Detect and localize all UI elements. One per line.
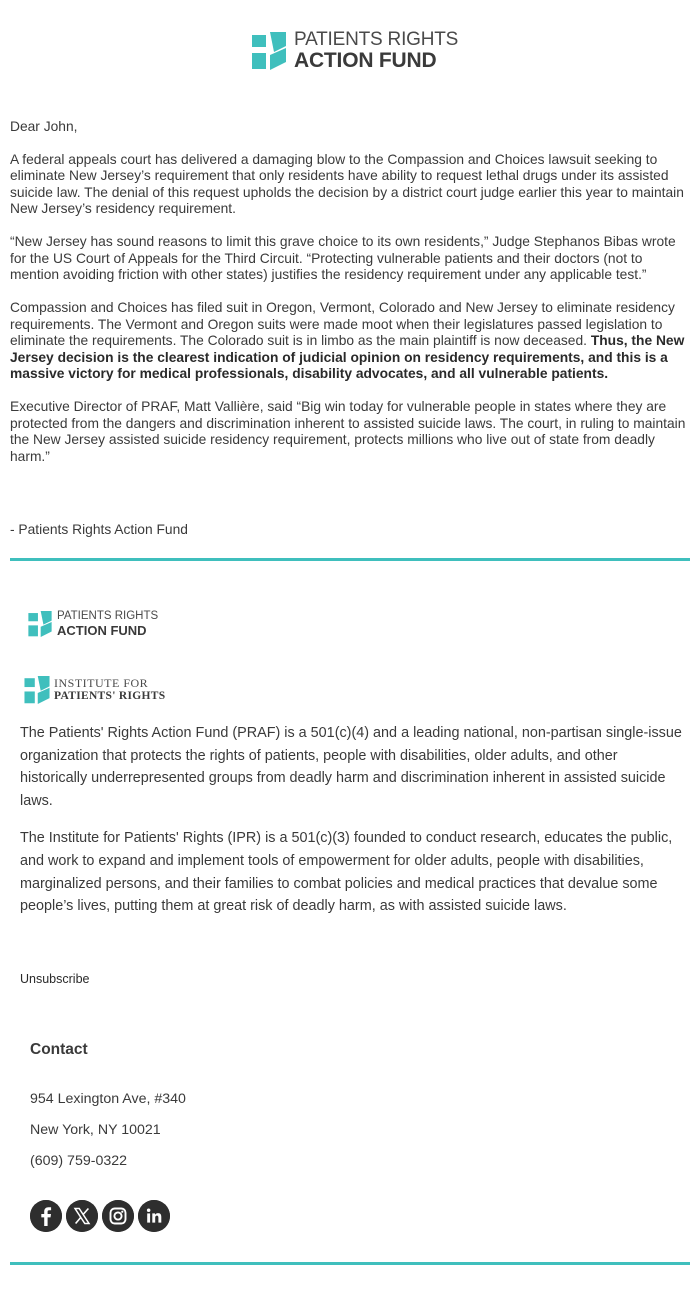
logo-mark-icon: [252, 32, 286, 70]
about-section: [20, 722, 688, 933]
paragraph-3-bold: Thus, the New Jersey decision is the clearest indication of judicial opinion on residency requirements, and this is a massive victory for medical professionals, disability advocates, and all vulnerable patients.: [10, 333, 685, 381]
praf-logo-line2: ACTION FUND: [57, 622, 147, 638]
logo-line1: PATIENTS RIGHTS: [294, 29, 459, 50]
signoff: - Patients Rights Action Fund: [10, 522, 188, 537]
contact-title: Contact: [30, 1041, 88, 1058]
ipr-footer-logo[interactable]: [24, 676, 165, 704]
ipr-logo-mark-icon: [24, 676, 50, 704]
header-logo[interactable]: [252, 30, 458, 71]
x-twitter-icon[interactable]: [66, 1200, 98, 1232]
praf-logo-line1: PATIENTS RIGHTS: [57, 610, 159, 623]
paragraph-2: “New Jersey has sound reasons to limit this grave choice to its own residents,” Judge Stephanos Bibas wrote for the US Court of Appeals for the Third Circuit. “Protecting vulnerable patients and their doctors (not to mention avoiding friction with other states) justifies the residency requirement under any applicable test.”: [10, 234, 676, 282]
address-line1: 954 Lexington Ave, #340: [30, 1091, 186, 1107]
social-links: [30, 1200, 174, 1232]
logo-line2: ACTION FUND: [294, 49, 437, 72]
paragraph-3: [10, 300, 690, 383]
instagram-icon[interactable]: [102, 1200, 134, 1232]
paragraph-3-text: Compassion and Choices has filed suit in Oregon, Vermont, Colorado and New Jersey to eliminate residency requirements. The Vermont and Oregon suits were made moot when their legislatures passed legislation to eliminate the requirements. The Colorado suit is in limbo as the main plaintiff is now deceased.: [10, 300, 675, 348]
praf-footer-logo[interactable]: [28, 611, 158, 637]
praf-logo-mark-icon: [28, 611, 52, 637]
unsubscribe-link[interactable]: Unsubscribe: [20, 972, 90, 986]
ipr-logo-line2: PATIENTS' RIGHTS: [54, 690, 166, 703]
letter-body: [10, 119, 690, 482]
phone-number[interactable]: (609) 759-0322: [30, 1153, 128, 1169]
greeting: Dear John,: [10, 119, 78, 134]
ipr-logo-line1: INSTITUTE FOR: [54, 676, 149, 691]
divider-bottom: [10, 1262, 690, 1265]
about-ipr: The Institute for Patients' Rights (IPR) is a 501(c)(3) founded to conduct research, educates the public, and work to expand and implement tools of empowerment for older adults, people with disabilities, marginalized persons, and their families to combat policies and medical practices that devalue some people’s lives, putting them at great risk of deadly harm, as with assisted suicide laws.: [20, 830, 673, 915]
paragraph-1: A federal appeals court has delivered a damaging blow to the Compassion and Choices lawsuit seeking to eliminate New Jersey’s requirement that only residents have ability to request lethal drugs under its assisted suicide law. The denial of this request upholds the decision by a district court judge earlier this year to maintain New Jersey’s residency requirement.: [10, 151, 684, 216]
divider-top: [10, 558, 690, 561]
facebook-icon[interactable]: [30, 1200, 62, 1232]
address-line2: New York, NY 10021: [30, 1122, 161, 1138]
linkedin-icon[interactable]: [138, 1200, 170, 1232]
paragraph-4: Executive Director of PRAF, Matt Vallière, said “Big win today for vulnerable people in states where they are protected from the dangers and discrimination inherent to assisted suicide laws. The court, in ruling to maintain the New Jersey assisted suicide residency requirement, protects millions who live out of state from deadly harm.”: [10, 399, 686, 464]
about-praf: The Patients' Rights Action Fund (PRAF) is a 501(c)(4) and a leading national, non-partisan single-issue organization that protects the rights of patients, people with disabilities, older adults, and other historically underrepresented groups from deadly harm and discrimination inherent in assisted suicide laws.: [20, 725, 682, 809]
